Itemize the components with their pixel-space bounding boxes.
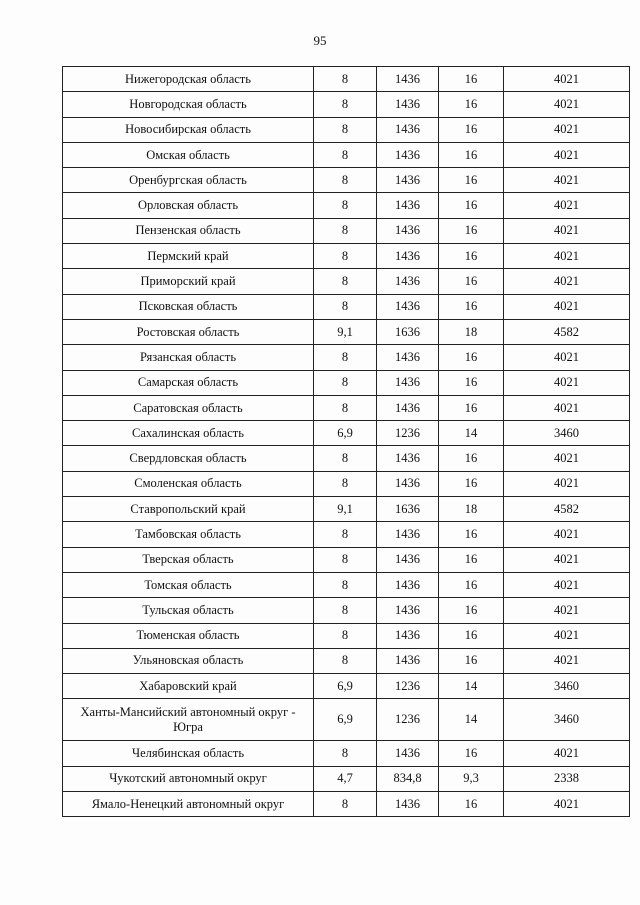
value-cell-1: 8: [314, 168, 377, 193]
table-row: [63, 446, 630, 471]
value-cell-3: 16: [439, 269, 504, 294]
value-cell-2: 1436: [377, 294, 439, 319]
value-cell-2: 1436: [377, 471, 439, 496]
value-cell-4: 3460: [504, 674, 630, 699]
value-cell-1: 8: [314, 446, 377, 471]
value-cell-3: 16: [439, 395, 504, 420]
value-cell-1: 8: [314, 572, 377, 597]
value-cell-3: 16: [439, 446, 504, 471]
value-cell-1: 9,1: [314, 497, 377, 522]
value-cell-1: 8: [314, 67, 377, 92]
table-row: [63, 218, 630, 243]
value-cell-4: 4021: [504, 792, 630, 817]
region-name-cell: Приморский край: [63, 269, 314, 294]
region-name-cell: Пензенская область: [63, 218, 314, 243]
value-cell-4: 4021: [504, 395, 630, 420]
value-cell-1: 8: [314, 370, 377, 395]
value-cell-3: 14: [439, 421, 504, 446]
value-cell-3: 18: [439, 497, 504, 522]
table-row: [63, 294, 630, 319]
value-cell-1: 6,9: [314, 699, 377, 741]
value-cell-2: 1436: [377, 67, 439, 92]
value-cell-3: 14: [439, 674, 504, 699]
value-cell-1: 8: [314, 792, 377, 817]
value-cell-4: 4021: [504, 547, 630, 572]
value-cell-1: 8: [314, 623, 377, 648]
table-row: [63, 370, 630, 395]
value-cell-1: 4,7: [314, 766, 377, 791]
region-name-cell: Новосибирская область: [63, 117, 314, 142]
value-cell-3: 14: [439, 699, 504, 741]
value-cell-4: 4021: [504, 572, 630, 597]
table-row: [63, 471, 630, 496]
value-cell-2: 1436: [377, 142, 439, 167]
value-cell-2: 1636: [377, 319, 439, 344]
region-name-cell: Ростовская область: [63, 319, 314, 344]
table-row: [63, 766, 630, 791]
value-cell-1: 8: [314, 471, 377, 496]
table-row: [63, 395, 630, 420]
value-cell-3: 16: [439, 471, 504, 496]
value-cell-1: 8: [314, 244, 377, 269]
value-cell-3: 16: [439, 168, 504, 193]
value-cell-4: 3460: [504, 699, 630, 741]
region-name-cell: Тульская область: [63, 598, 314, 623]
value-cell-1: 8: [314, 345, 377, 370]
value-cell-1: 8: [314, 117, 377, 142]
value-cell-1: 8: [314, 741, 377, 766]
region-name-cell: Томская область: [63, 572, 314, 597]
value-cell-4: 4021: [504, 522, 630, 547]
table-row: [63, 572, 630, 597]
region-name-cell: Тверская область: [63, 547, 314, 572]
table-row: [63, 497, 630, 522]
table-row: [63, 244, 630, 269]
value-cell-3: 18: [439, 319, 504, 344]
region-name-cell: Оренбургская область: [63, 168, 314, 193]
region-name-cell: Хабаровский край: [63, 674, 314, 699]
value-cell-1: 8: [314, 547, 377, 572]
value-cell-2: 1436: [377, 168, 439, 193]
table-row: [63, 67, 630, 92]
table-row: [63, 674, 630, 699]
value-cell-4: 4021: [504, 142, 630, 167]
value-cell-2: 1436: [377, 522, 439, 547]
region-name-cell: Чукотский автономный округ: [63, 766, 314, 791]
region-name-cell: Самарская область: [63, 370, 314, 395]
value-cell-4: 3460: [504, 421, 630, 446]
table-row: [63, 142, 630, 167]
table-row: [63, 741, 630, 766]
value-cell-2: 1436: [377, 117, 439, 142]
table-row: [63, 92, 630, 117]
table-row: [63, 345, 630, 370]
value-cell-4: 2338: [504, 766, 630, 791]
value-cell-3: 16: [439, 67, 504, 92]
table-row: [63, 421, 630, 446]
value-cell-2: 1436: [377, 269, 439, 294]
region-name-cell: Ямало-Ненецкий автономный округ: [63, 792, 314, 817]
value-cell-2: 1436: [377, 193, 439, 218]
table-row: [63, 522, 630, 547]
table-body: [63, 67, 630, 817]
value-cell-3: 16: [439, 522, 504, 547]
region-name-cell: Свердловская область: [63, 446, 314, 471]
value-cell-1: 8: [314, 395, 377, 420]
table-row: [63, 269, 630, 294]
value-cell-4: 4021: [504, 648, 630, 673]
value-cell-2: 1236: [377, 421, 439, 446]
value-cell-3: 16: [439, 792, 504, 817]
value-cell-2: 1436: [377, 218, 439, 243]
value-cell-3: 16: [439, 345, 504, 370]
page-number: 95: [313, 33, 327, 48]
region-name-cell: Саратовская область: [63, 395, 314, 420]
value-cell-2: 1436: [377, 244, 439, 269]
value-cell-3: 16: [439, 142, 504, 167]
region-name-cell: Тамбовская область: [63, 522, 314, 547]
region-name-cell: Рязанская область: [63, 345, 314, 370]
value-cell-3: 16: [439, 294, 504, 319]
region-name-cell: Орловская область: [63, 193, 314, 218]
value-cell-3: 16: [439, 92, 504, 117]
value-cell-4: 4021: [504, 623, 630, 648]
value-cell-4: 4021: [504, 741, 630, 766]
value-cell-2: 1436: [377, 792, 439, 817]
value-cell-2: 834,8: [377, 766, 439, 791]
value-cell-4: 4021: [504, 193, 630, 218]
value-cell-4: 4021: [504, 168, 630, 193]
value-cell-4: 4021: [504, 471, 630, 496]
value-cell-3: 16: [439, 117, 504, 142]
value-cell-1: 6,9: [314, 421, 377, 446]
region-name-cell: Тюменская область: [63, 623, 314, 648]
value-cell-1: 8: [314, 522, 377, 547]
value-cell-2: 1436: [377, 395, 439, 420]
value-cell-1: 8: [314, 218, 377, 243]
table-row: [63, 168, 630, 193]
value-cell-4: 4021: [504, 294, 630, 319]
region-name-cell: Ульяновская область: [63, 648, 314, 673]
value-cell-2: 1436: [377, 547, 439, 572]
region-name-cell: Челябинская область: [63, 741, 314, 766]
value-cell-2: 1636: [377, 497, 439, 522]
region-name-cell: Омская область: [63, 142, 314, 167]
value-cell-4: 4021: [504, 446, 630, 471]
value-cell-3: 16: [439, 547, 504, 572]
table-row: [63, 648, 630, 673]
region-name-cell: Нижегородская область: [63, 67, 314, 92]
value-cell-2: 1436: [377, 92, 439, 117]
region-name-cell: Смоленская область: [63, 471, 314, 496]
value-cell-4: 4582: [504, 497, 630, 522]
value-cell-4: 4021: [504, 117, 630, 142]
table-row: [63, 193, 630, 218]
value-cell-1: 8: [314, 193, 377, 218]
region-name-cell: Ставропольский край: [63, 497, 314, 522]
value-cell-4: 4021: [504, 92, 630, 117]
table-row: [63, 319, 630, 344]
value-cell-1: 9,1: [314, 319, 377, 344]
value-cell-4: 4021: [504, 598, 630, 623]
value-cell-2: 1436: [377, 572, 439, 597]
value-cell-2: 1236: [377, 699, 439, 741]
value-cell-4: 4021: [504, 370, 630, 395]
value-cell-2: 1436: [377, 446, 439, 471]
value-cell-1: 8: [314, 142, 377, 167]
value-cell-3: 16: [439, 598, 504, 623]
value-cell-1: 8: [314, 598, 377, 623]
value-cell-2: 1436: [377, 598, 439, 623]
value-cell-3: 16: [439, 193, 504, 218]
value-cell-2: 1436: [377, 648, 439, 673]
value-cell-1: 8: [314, 269, 377, 294]
region-name-cell: Псковская область: [63, 294, 314, 319]
value-cell-2: 1436: [377, 370, 439, 395]
value-cell-2: 1436: [377, 741, 439, 766]
region-name-cell: Сахалинская область: [63, 421, 314, 446]
value-cell-3: 16: [439, 741, 504, 766]
value-cell-4: 4021: [504, 218, 630, 243]
table-row: [63, 117, 630, 142]
value-cell-3: 9,3: [439, 766, 504, 791]
value-cell-1: 8: [314, 294, 377, 319]
value-cell-3: 16: [439, 244, 504, 269]
table-row: [63, 792, 630, 817]
value-cell-4: 4021: [504, 67, 630, 92]
value-cell-2: 1436: [377, 623, 439, 648]
value-cell-1: 8: [314, 92, 377, 117]
table-row: [63, 598, 630, 623]
table-row: [63, 699, 630, 741]
table-row: [63, 623, 630, 648]
region-name-cell: Ханты-Мансийский автономный округ - Югра: [63, 699, 314, 741]
region-table: [62, 66, 630, 817]
value-cell-2: 1436: [377, 345, 439, 370]
table-row: [63, 547, 630, 572]
value-cell-3: 16: [439, 370, 504, 395]
value-cell-3: 16: [439, 623, 504, 648]
region-name-cell: Пермский край: [63, 244, 314, 269]
value-cell-4: 4021: [504, 244, 630, 269]
value-cell-4: 4021: [504, 345, 630, 370]
value-cell-3: 16: [439, 648, 504, 673]
region-name-cell: Новгородская область: [63, 92, 314, 117]
value-cell-2: 1236: [377, 674, 439, 699]
value-cell-3: 16: [439, 572, 504, 597]
value-cell-1: 8: [314, 648, 377, 673]
value-cell-1: 6,9: [314, 674, 377, 699]
value-cell-4: 4582: [504, 319, 630, 344]
value-cell-3: 16: [439, 218, 504, 243]
value-cell-4: 4021: [504, 269, 630, 294]
